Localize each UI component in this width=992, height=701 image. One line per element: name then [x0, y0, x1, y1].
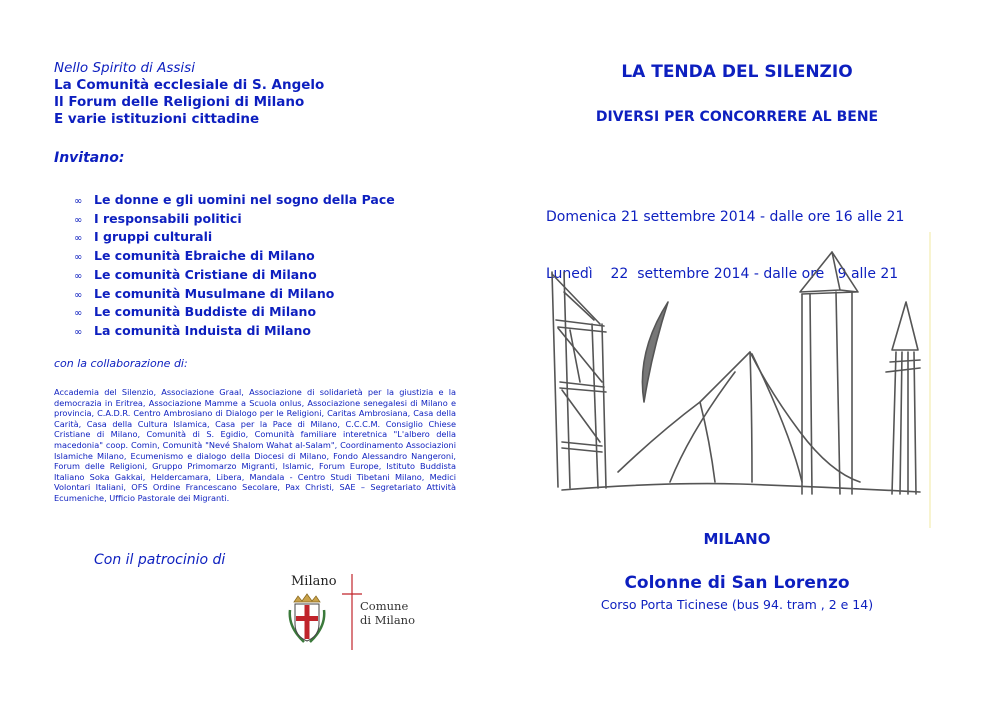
event-title: LA TENDA DEL SILENZIO: [621, 62, 853, 82]
list-item: ∞ Le comunità Musulmane di Milano: [74, 286, 395, 305]
organizer-line-3: E varie istituzioni cittadine: [54, 111, 260, 127]
list-item: ∞ Le comunità Cristiane di Milano: [74, 267, 395, 286]
venue-address: Corso Porta Ticinese (bus 94. tram , 2 e 14): [600, 597, 874, 612]
organizer-line-2: Il Forum delle Religioni di Milano: [54, 94, 305, 110]
invite-heading: Invitano:: [54, 150, 125, 166]
infinity-bullet-icon: ∞: [74, 214, 83, 226]
city-name: MILANO: [703, 530, 771, 548]
venue-name: Colonne di San Lorenzo: [624, 573, 850, 593]
infinity-bullet-icon: ∞: [74, 252, 83, 264]
logo-line-1: Comune: [360, 599, 409, 613]
date-line-2: Lunedì 22 settembre 2014 - dalle ore 9 alle 21: [546, 266, 899, 282]
patronage-label: Con il patrocinio di: [94, 552, 226, 568]
list-item: ∞ I responsabili politici: [74, 211, 395, 230]
date-line-1: Domenica 21 settembre 2014 - dalle ore 16 alle 21: [546, 209, 905, 225]
infinity-bullet-icon: ∞: [74, 233, 83, 245]
infinity-bullet-icon: ∞: [74, 289, 83, 301]
list-item: ∞ I gruppi culturali: [74, 229, 395, 248]
comune-di-milano-logo: [286, 572, 436, 652]
city-tent-sketch-icon: [540, 232, 932, 528]
logo-city: Milano: [291, 574, 337, 589]
list-item: ∞ Le comunità Buddiste di Milano: [74, 304, 395, 323]
logo-line-2: di Milano: [360, 613, 416, 627]
list-item: ∞ Le comunità Ebraiche di Milano: [74, 248, 395, 267]
invitees-list: [74, 192, 395, 342]
sketch-illustration: [540, 232, 932, 528]
organizer-line-1: La Comunità ecclesiale di S. Angelo: [54, 77, 325, 93]
list-item: ∞ La comunità Induista di Milano: [74, 323, 395, 342]
infinity-bullet-icon: ∞: [74, 196, 83, 207]
list-item: ∞ Le donne e gli uomini nel sogno della Pace: [74, 192, 395, 211]
spirit-line: Nello Spirito di Assisi: [54, 60, 195, 76]
collaboration-text: Accademia del Silenzio, Associazione Graal, Associazione di solidarietà per la giustizia e la democrazia in Eritrea, Associazione Mamme a Scuola onlus, Associazione senegalesi di Milano e provincia, C.A.D.R. Centro Ambrosiano di Dialogo per le Religioni, Caritas Ambrosiana, Casa della Carità, Casa della Cultura Islamica, Casa per la Pace di Milano, C.C.C.M. Consiglio Chiese Cristiane di Milano, Comunità di S. Egidio, Comunità familiare interetnica "L'albero della macedonia" coop. Comin, Comunità "Nevé Shalom Wahat al-Salam", Coordinamento Associazioni Islamiche Milano, Ecumenismo e dialogo della Diocesi di Milano, Fondo Alessandro Nangeroni, Forum delle Religioni, Gruppo Primomarzo Migranti, Islamic, Forum Europe, Istituto Buddista Italiano Soka Gakkai, Heldercamara, Libera, Mandala - Centro Studi Tibetani Milano, Medici Volontari Italiani, OFS Ordine Francescano Secolare, Pax Christi, SAE – Segretariato Attività Ecumeniche, Ufficio Pastorale dei Migranti.: [54, 387, 456, 503]
collaboration-heading: con la collaborazione di:: [54, 357, 188, 370]
event-subtitle: DIVERSI PER CONCORRERE AL BENE: [595, 109, 879, 125]
milano-coat-of-arms-icon: [286, 572, 436, 652]
infinity-bullet-icon: ∞: [74, 270, 83, 282]
organizers-block: [54, 60, 324, 128]
infinity-bullet-icon: ∞: [74, 326, 83, 338]
infinity-bullet-icon: ∞: [74, 308, 83, 320]
